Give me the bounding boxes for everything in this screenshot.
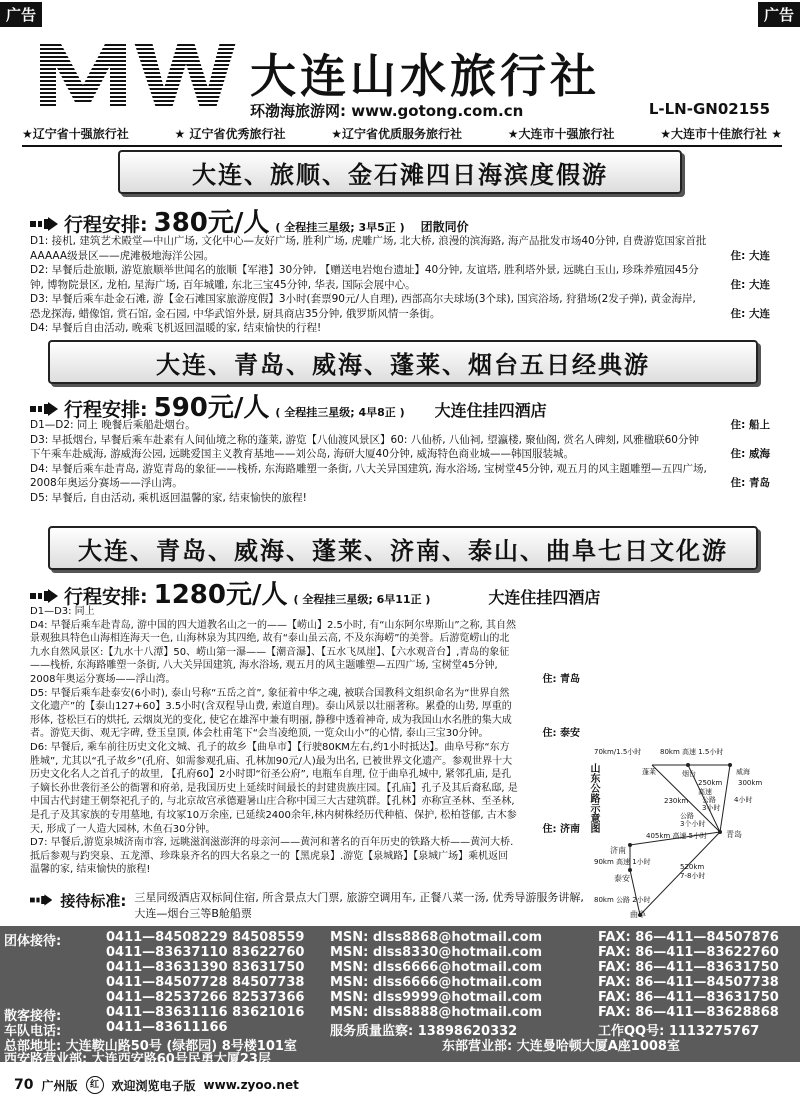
map-label: 230km: [664, 797, 689, 805]
individual-reception-label: 散客接待:: [4, 1009, 62, 1024]
contact-row: [4, 930, 796, 949]
tour-price-note: ( 全程挂三星级; 3早5正 ): [275, 221, 405, 234]
edition-label: 广州版: [41, 1078, 78, 1093]
welcome-text: 欢迎浏览电子版: [111, 1078, 196, 1093]
map-label: 济南: [610, 846, 626, 855]
tour-2-days: [30, 418, 770, 505]
fleet-label: 车队电话:: [4, 1024, 62, 1039]
day-entry: [30, 321, 770, 336]
page-footer: [14, 1076, 299, 1094]
honor-item: ★大连市十强旅行社: [507, 127, 615, 141]
arrow-right-icon: [30, 893, 52, 907]
map-label: 7-8小时: [680, 872, 706, 880]
contact-row: [4, 990, 796, 1005]
day-entry: [30, 462, 770, 491]
corner-tag-left: 广告: [0, 2, 42, 27]
map-label: 泰安: [614, 874, 630, 883]
day-entry: [30, 741, 580, 836]
fax-number: FAX: 86—411—83631750: [598, 990, 779, 1005]
phone-numbers: 0411—83631116 83621016: [106, 1005, 305, 1020]
map-label: 80km 公路 2小时: [594, 896, 651, 904]
contact-row: [4, 960, 796, 975]
contact-panel: [0, 926, 800, 1067]
tour-price-note: ( 全程挂三星级; 6早11正 ): [293, 593, 431, 606]
map-label: 高速: [698, 788, 712, 796]
map-label: 4小时: [734, 796, 753, 804]
map-label: 公路: [680, 812, 694, 820]
day-entry: [30, 836, 580, 877]
map-label: 威海: [736, 768, 750, 776]
day-entry: [30, 491, 770, 506]
map-title: 山东公路示意图: [588, 763, 599, 833]
day-text: D3: 早餐后乘车赴金石滩, 游【金石滩国家旅游度假】3小时(套票90元/人自理), 西部高尔夫球场(3个球), 国宾浴场, 狩猎场(2发子弹), 黄金海岸, 恐龙探海, 蜡像馆, 赏石馆, 金石园, 中华武馆外景, 厨具商店35分钟, 俄罗斯风情一条街。: [30, 293, 696, 320]
tour-extra-note: 大连住挂四酒店: [434, 401, 547, 420]
xian-office: 西安路营业部: 大连西安路60号民勇大厦23层: [4, 1052, 271, 1067]
honor-item: ★辽宁省十强旅行社: [22, 127, 129, 141]
corner-tag-right: 广告: [758, 2, 800, 27]
work-qq: 工作QQ号: 1113275767: [598, 1024, 760, 1039]
arrow-right-icon: [30, 217, 58, 231]
day-stay: 住: 青岛: [542, 673, 580, 685]
reception-block: [30, 890, 590, 922]
group-reception-label: 团体接待:: [4, 934, 62, 949]
msn-address: MSN: dlss8330@hotmail.com: [330, 945, 543, 960]
msn-address: MSN: dlss6666@hotmail.com: [330, 960, 543, 975]
quality-supervision: 服务质量监察: 13898620332: [330, 1024, 518, 1039]
map-label: 曲阜: [630, 910, 646, 919]
phone-numbers: 0411—83631390 83631750: [106, 960, 305, 975]
map-label: 70km/1.5小时: [594, 748, 642, 756]
day-text: D1—D3: 同上: [30, 606, 95, 617]
map-label: 520km: [680, 863, 705, 871]
map-label: 250km: [698, 779, 723, 787]
map-label: 80km 高速 1.5小时: [660, 748, 724, 756]
license-number: L-LN-GN02155: [648, 100, 770, 118]
honors-strip: [22, 125, 782, 147]
msn-address: MSN: dlss9999@hotmail.com: [330, 990, 543, 1005]
hq-address: 总部地址: 大连鞍山路50号 (绿都园) 8号楼101室: [4, 1039, 297, 1054]
contact-row: [4, 1005, 796, 1024]
itinerary-label: 行程安排:: [64, 214, 148, 236]
phone-numbers: 0411—84508229 84508559: [106, 930, 305, 945]
edition-badge: 红: [86, 1076, 104, 1094]
day-stay: 住: 大连: [730, 278, 770, 291]
fax-number: FAX: 86—411—84507738: [598, 975, 779, 990]
route-map: [590, 745, 770, 920]
tour-price: 590元/人: [153, 393, 270, 423]
day-stay: 住: 大连: [730, 307, 770, 320]
mw-logo: [38, 40, 238, 110]
day-text: D4: 早餐后乘车赴青岛, 游览青岛的象征——栈桥, 东海路雕塑一条街, 八大关异国建筑, 海水浴场, 宝树堂45分钟, 观五月的风主题雕塑—五四广场, 2008年奥运分赛场——浮山湾。: [30, 462, 707, 489]
day-text: D6: 早餐后, 乘车前往历史文化文城、孔子的故乡【曲阜市】【行驶80KM左右,约1小时抵达】。曲阜号称“东方胜城”, 尤其以“孔子故乡”(孔府、如需参观孔庙、孔林加90元/人)最为出名, 已被世界文化遗产。参观世界十大历史文化名人之首孔子的故里, 【孔府60】2小时即“衍圣公府”, 电瓶车自理, 位于曲阜孔城中, 紧邻孔庙, 是孔子嫡长孙世袭衍圣公的衙署和府弟, 是我国历史上延续时间最长的封建贵族庄园。【孔庙】孔子及其后裔私邸, 是中国古代封建王朝祭祀孔子的, 与北京故宫承德避暑山庄合称中国三大古建筑群。【孔林】亦称宣圣林、至圣林, 是孔子及其家族的专用墓地, 有坟冢10万余座, 已延续2400余年,林内树株经历代种植、保护, 松柏苍郁, 古木参天, 形成了一人造大园林, 木鱼石30分钟。: [30, 741, 518, 835]
honor-item: ★辽宁省优质服务旅行社: [331, 127, 462, 141]
day-stay: 住: 威海: [730, 448, 770, 460]
day-entry: [30, 418, 770, 433]
day-text: D1: 接机, 建筑艺术殿堂—中山广场, 文化中心—友好广场, 胜利广场, 虎雕广场, 北大桥, 浪漫的滨海路, 海产品批发市场40分钟, 自费游览国家首批AAAAA级景区——虎滩极地海洋公园。: [30, 235, 707, 262]
arrow-right-icon: [30, 402, 58, 416]
map-label: 3小时: [702, 804, 721, 812]
map-label: 3个小时: [680, 820, 706, 828]
day-entry: [30, 605, 580, 619]
map-label: 青岛: [726, 830, 742, 839]
contact-row: [4, 945, 796, 960]
day-stay: 住: 青岛: [730, 477, 770, 489]
map-label: 公路: [702, 796, 716, 804]
tour-price-note: ( 全程挂三星级; 4早8正 ): [275, 406, 405, 419]
day-text: D2: 早餐后赴旅顺, 游览旅顺举世闻名的旅顺【军港】30分钟, 【赠送电岩炮台遗址】40分钟, 友谊塔, 胜利塔外景, 远眺白玉山, 珍珠养殖园45分钟, 博物院景区, 龙柏, 星海广场, 百年城雕, 东北三宝45分钟, 华表, 国际会展中心。: [30, 264, 699, 291]
tour-extra-note: 团散同价: [420, 220, 469, 234]
fax-number: FAX: 86—411—83631750: [598, 960, 779, 975]
footer-site[interactable]: www.zyoo.net: [203, 1078, 299, 1092]
reception-text: 三星同级酒店双标间住宿, 所含景点大门票, 旅游空调用车, 正餐八菜一汤, 优秀导游服务讲解, 大连—烟台三等B舱船票: [134, 891, 584, 920]
tour-2-title: 大连、青岛、威海、蓬莱、烟台五日经典游: [48, 340, 758, 384]
map-label: 烟台: [682, 770, 696, 778]
day-stay: 住: 泰安: [542, 728, 580, 740]
day-stay: 住: 大连: [730, 249, 770, 262]
contact-row: [4, 1020, 796, 1039]
tour-3-days: [30, 605, 580, 877]
arrow-right-icon: [30, 589, 58, 603]
page-number: 70: [14, 1077, 34, 1093]
contact-row: [4, 975, 796, 990]
day-text: D1—D2: 同上 晚餐后乘船赴烟台。: [30, 419, 196, 431]
east-office: 东部营业部: 大连曼哈顿大厦A座1008室: [442, 1039, 680, 1054]
agency-title: 大连山水旅行社: [250, 49, 600, 103]
day-text: D4: 早餐后自由活动, 晚乘飞机返回温暖的家, 结束愉快的行程!: [30, 322, 322, 334]
day-text: D5: 早餐后乘车赴泰安(6小时), 泰山号称“五岳之首”, 象征着中华之魂, 被联合国教科文组织命名为“世界自然文化遗产”的【泰山127+60】3.5小时(含双程导山费, 索道自理)。泰山风景以壮丽著称。累叠的山势, 厚重的形体, 苍松巨石的烘托, 云烟岚光的变化, 使它在雄浑中兼有明丽, 静穆中透着神奇, 成为我国山水名胜的集大成者。游览天街、观无字碑, 登玉皇顶, 体会杜甫笔下“会当凌绝顶, 一览众山小”的心情, 泰山三宝30分钟。: [30, 687, 512, 740]
phone-numbers: 0411—82537266 82537366: [106, 990, 305, 1005]
contact-row: [4, 1048, 796, 1067]
fax-number: FAX: 86—411—83628868: [598, 1005, 779, 1020]
msn-address: MSN: dlss6666@hotmail.com: [330, 975, 543, 990]
msn-address: MSN: dlss8888@hotmail.com: [330, 1005, 543, 1020]
fleet-phone: 0411—83611166: [106, 1020, 228, 1035]
phone-numbers: 0411—84507728 84507738: [106, 975, 305, 990]
tour-3-title: 大连、青岛、威海、蓬莱、济南、泰山、曲阜七日文化游: [48, 526, 758, 570]
day-entry: [30, 292, 770, 321]
tour-price: 1280元/人: [153, 580, 288, 610]
tour-1-title: 大连、旅顺、金石滩四日海滨度假游: [118, 150, 682, 194]
fax-number: FAX: 86—411—84507876: [598, 930, 779, 945]
map-label: 蓬莱: [642, 768, 656, 776]
day-text: D3: 早抵烟台, 早餐后乘车赴素有人间仙境之称的蓬莱, 游览【八仙渡风景区】60: 八仙桥, 八仙祠, 望瀛楼, 聚仙阁, 赏名人碑刻, 风雅楹联60分钟下午乘车赴威海, 游威海公园, 远眺爱国主义教育基地——刘公岛, 海研大厦40分钟, 威海特色商业城——韩国服装城。: [30, 433, 699, 460]
day-entry: [30, 234, 770, 263]
day-entry: [30, 433, 770, 462]
map-label: 405km 高速 5小时: [646, 832, 708, 840]
day-entry: [30, 687, 580, 741]
itinerary-label: 行程安排:: [64, 586, 148, 608]
website-text: 环渤海旅游网: www.gotong.com.cn: [250, 102, 524, 120]
fax-number: FAX: 86—411—83622760: [598, 945, 779, 960]
day-text: D7: 早餐后,游览泉城济南市容, 远眺滋润滋澎湃的母亲河——黄河和著名的百年历史的铁路大桥——黄河大桥.抵后参观与趵突泉、五龙潭、珍珠泉齐名的四大名泉之一的【黑虎泉】.游览【泉城路】【泉城广场】乘机返回温馨的家, 结束愉快的旅程!: [30, 837, 514, 876]
day-stay: 住: 船上: [730, 419, 770, 431]
tour-1-days: [30, 234, 770, 336]
header-subline: [250, 100, 770, 121]
day-stay: 住: 济南: [542, 823, 580, 835]
msn-address: MSN: dlss8868@hotmail.com: [330, 930, 543, 945]
day-entry: [30, 619, 580, 687]
reception-label: 接待标准:: [60, 892, 127, 910]
honor-item: ★大连市十佳旅行社 ★: [660, 127, 782, 141]
honor-item: ★ 辽宁省优秀旅行社: [174, 127, 286, 141]
day-entry: [30, 263, 770, 292]
tour-price: 380元/人: [153, 208, 270, 238]
map-label: 300km: [738, 779, 763, 787]
day-text: D5: 早餐后, 自由活动, 乘机返回温馨的家, 结束愉快的旅程!: [30, 491, 307, 504]
day-text: D4: 早餐后乘车赴青岛, 游中国的四大道教名山之一的——【崂山】2.5小时, 有“山东阿尔卑斯山”之称, 其自然景观独具特色山海相连海天一色, 山海林泉为其四绝, 故有“泰山虽云高, 不及东海崂”的美誉。后游览崂山的北九水自然风景区:【九水十八潭】50、崂山第一瀑——【潮音瀑】、【五水飞凤崖】、【六水观音台】,青岛的象征——栈桥, 东海路雕塑一条街, 八大关异国建筑, 海水浴场, 观五月的风主题雕塑—五四广场, 宝树堂45分钟, 2008年奥运分赛场——浮山湾。: [30, 619, 516, 685]
itinerary-label: 行程安排:: [64, 399, 148, 421]
phone-numbers: 0411—83637110 83622760: [106, 945, 305, 960]
tour-extra-note: 大连住挂四酒店: [488, 588, 601, 607]
map-label: 90km 高速 1小时: [594, 858, 651, 866]
